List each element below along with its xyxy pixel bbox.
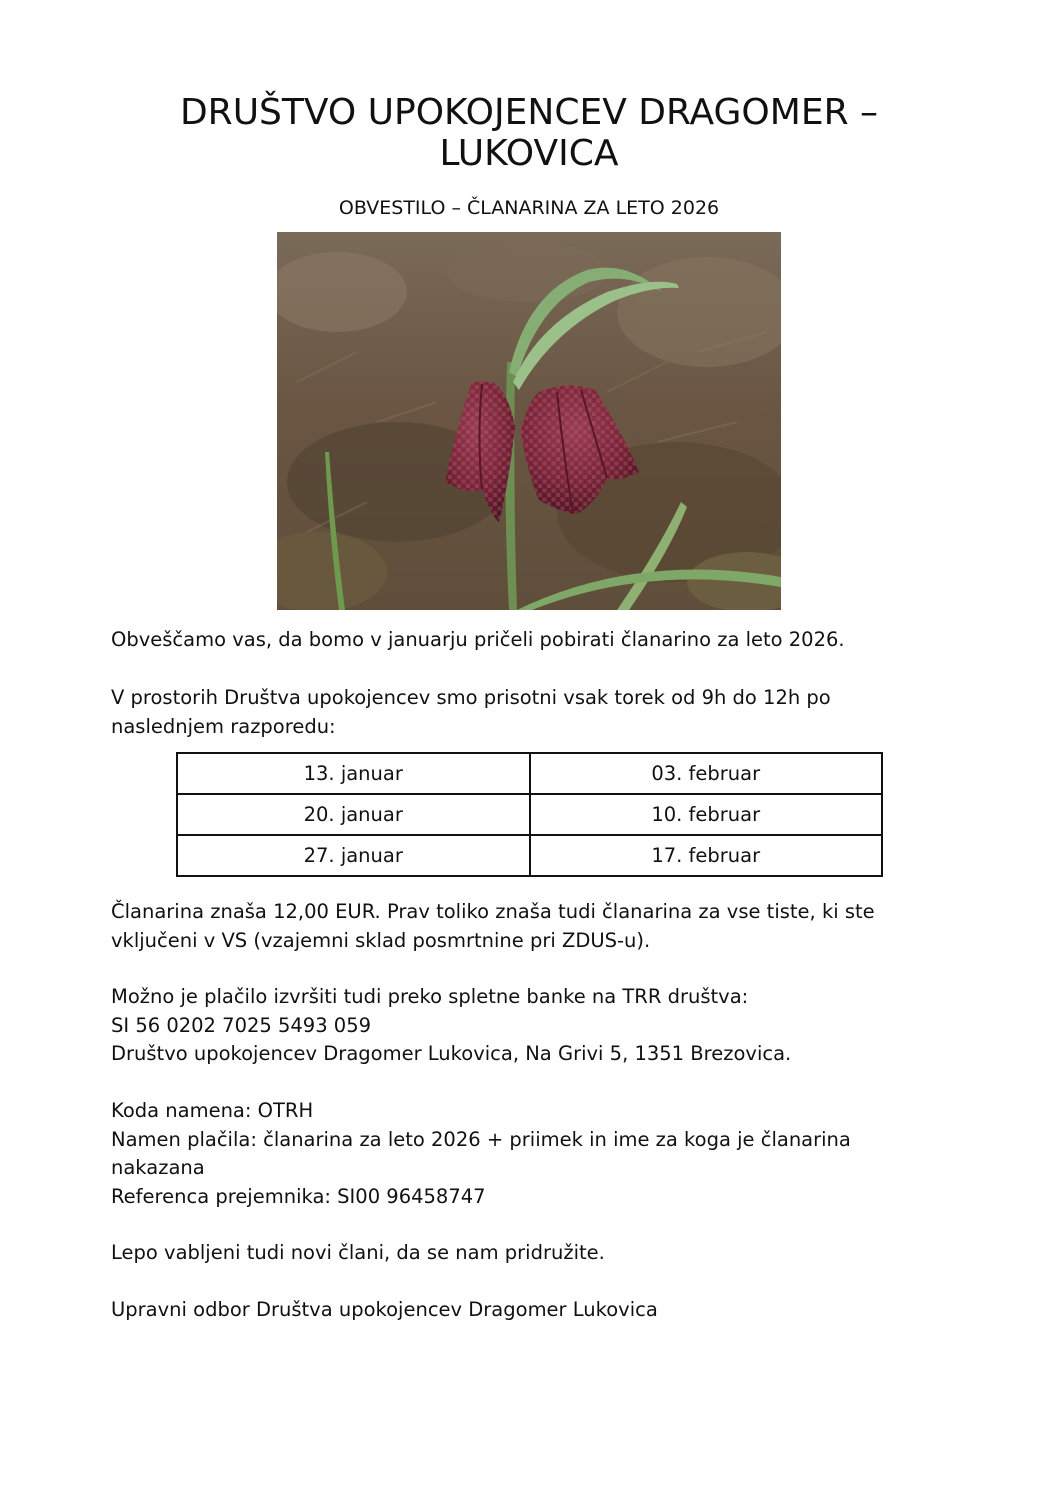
table-row — [177, 835, 882, 876]
schedule-cell: 17. februar — [530, 835, 883, 876]
purpose-code: Koda namena: OTRH — [111, 1099, 314, 1122]
payment-purpose-line-1: Namen plačila: članarina za leto 2026 + priimek in ime za koga je članarina — [111, 1127, 851, 1151]
schedule-cell: 03. februar — [530, 753, 883, 794]
signature: Upravni odbor Društva upokojencev Dragomer Lukovica — [111, 1298, 658, 1321]
schedule-cell: 20. januar — [177, 794, 530, 835]
schedule-cell: 27. januar — [177, 835, 530, 876]
payment-details — [111, 1097, 961, 1211]
schedule-cell: 10. februar — [530, 794, 883, 835]
title-line-1: DRUŠTVO UPOKOJENCEV DRAGOMER – — [179, 92, 879, 133]
society-address: Društvo upokojencev Dragomer Lukovica, Na Grivi 5, 1351 Brezovica. — [111, 1042, 792, 1065]
title-line-2: LUKOVICA — [439, 133, 619, 174]
fee-line-2: vključeni v VS (vzajemni sklad posmrtnine pri ZDUS-u). — [111, 928, 651, 952]
presence-text — [111, 684, 961, 741]
recipient-reference: Referenca prejemnika: SI00 96458747 — [111, 1184, 486, 1208]
intro-text: Obveščamo vas, da bomo v januarju pričeli pobirati članarino za leto 2026. — [111, 628, 845, 651]
payment-purpose-line-2: nakazana — [111, 1156, 205, 1179]
notice-subtitle: OBVESTILO – ČLANARINA ZA LETO 2026 — [338, 197, 720, 219]
fee-text — [111, 898, 961, 955]
bank-account-number: SI 56 0202 7025 5493 059 — [111, 1013, 372, 1037]
table-row — [177, 794, 882, 835]
fee-line-1: Članarina znaša 12,00 EUR. Prav toliko znaša tudi članarina za vse tiste, ki ste — [111, 900, 875, 923]
table-row — [177, 753, 882, 794]
presence-line-2: naslednjem razporedu: — [111, 714, 336, 738]
flower-illustration — [277, 232, 781, 610]
schedule-cell: 13. januar — [177, 753, 530, 794]
page-title — [100, 92, 958, 174]
schedule-table — [176, 752, 883, 877]
welcome-text: Lepo vabljeni tudi novi člani, da se nam pridružite. — [111, 1241, 605, 1264]
presence-line-1: V prostorih Društva upokojencev smo prisotni vsak torek od 9h do 12h po — [111, 686, 831, 709]
flower-photo — [277, 232, 781, 610]
payment-text — [111, 983, 961, 1069]
payment-line-1: Možno je plačilo izvršiti tudi preko spletne banke na TRR društva: — [111, 985, 749, 1008]
